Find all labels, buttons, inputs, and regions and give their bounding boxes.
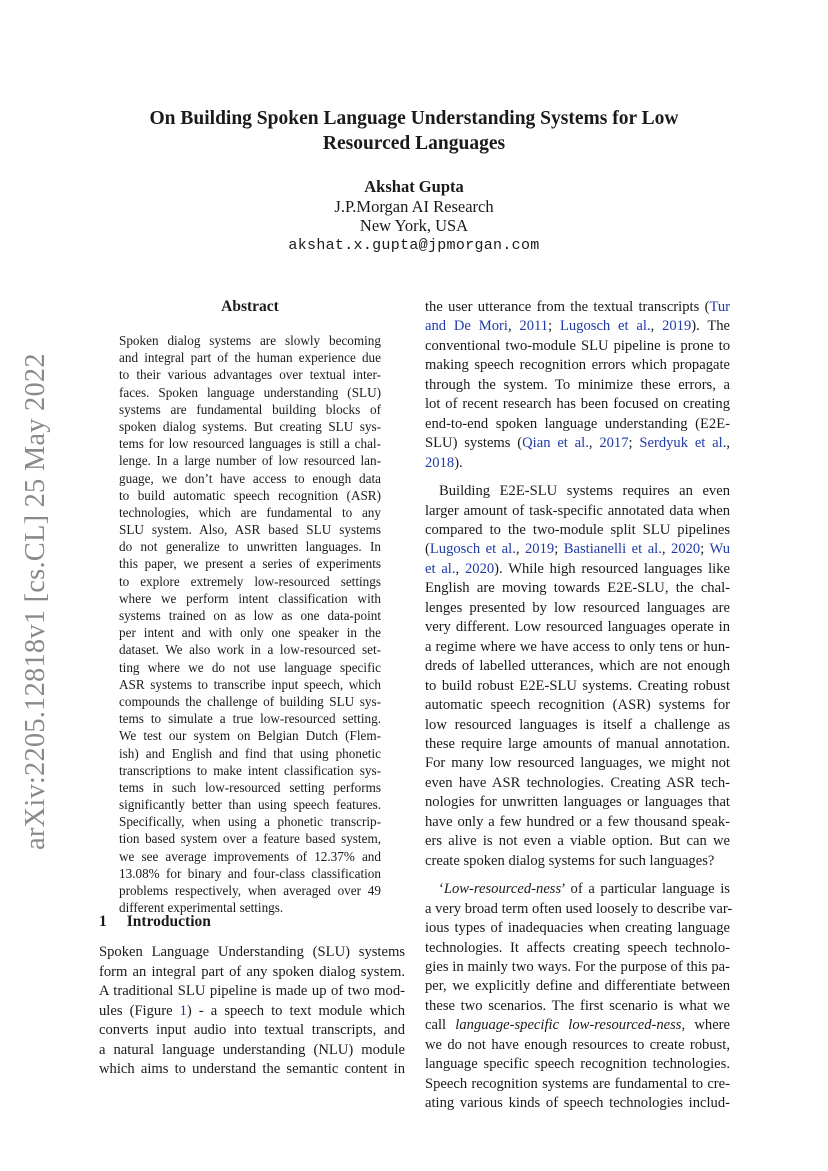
citation-link[interactable]: Qian et al.: [522, 435, 589, 452]
text-fragment: , where: [681, 1017, 731, 1034]
text-line: [425, 454, 730, 473]
citation-link[interactable]: 2019: [662, 318, 692, 335]
abstract-line: tion based system over a feature based system,: [119, 831, 381, 847]
text-line: these require large amounts of manual annotation.: [425, 735, 730, 752]
citation-link[interactable]: et al.: [425, 560, 456, 577]
section-heading-introduction: [99, 913, 211, 931]
citation-link[interactable]: Lugosch et al.: [429, 541, 516, 558]
text-line: Spoken Language Understanding (SLU) systems: [99, 944, 405, 960]
text-fragment: ).: [454, 454, 463, 471]
text-line: making speech recognition errors which propagate: [425, 357, 730, 374]
author-email[interactable]: akshat.x.gupta@jpmorgan.com: [288, 236, 540, 254]
text-line: compared to the two-module split SLU pipelines: [425, 521, 730, 538]
text-fragment: ;: [548, 318, 560, 335]
abstract-line: faces. Spoken language understanding (SLU): [119, 384, 381, 400]
intro-right-column: [425, 298, 733, 1114]
text-line: dreds of labelled utterances, which are not enough: [425, 658, 730, 675]
text-fragment: ,: [455, 560, 465, 577]
abstract-line: tems for low resourced languages is still a chal-: [119, 436, 381, 452]
text-line: ious types of inadequacies when creating language: [425, 920, 730, 937]
abstract-line: guage, we don’t have access to enough data: [119, 470, 381, 486]
text-line: low resourced languages is itself a challenge as: [425, 716, 730, 733]
abstract-line: systems are fundamental building blocks of: [119, 401, 381, 417]
abstract-line: to build automatic speech recognition (ASR): [119, 487, 381, 503]
section-title: Introduction: [126, 913, 211, 930]
figure-reference-link[interactable]: 1: [179, 1002, 187, 1019]
abstract-line: systems trained on as low as one data-point: [119, 608, 381, 623]
text-fragment: ) - a speech to text module which: [186, 1002, 405, 1019]
abstract-line: different experimental settings.: [119, 900, 284, 916]
emphasis-text: Low-resourced-ness: [443, 881, 562, 898]
abstract-line: this paper, we present a series of experiments: [119, 556, 381, 572]
citation-link[interactable]: Tur: [709, 299, 730, 315]
text-fragment: (: [425, 541, 430, 558]
abstract-line: tems to simulate a true low-resourced setting.: [119, 711, 381, 727]
text-line: ers alive is not even a viable option. But can we: [425, 833, 730, 850]
text-fragment: call: [425, 1017, 456, 1034]
arxiv-side-stamp: arXiv:2205.12818v1 [cs.CL] 25 May 2022: [20, 353, 51, 851]
abstract-line: problems respectively, when averaged over 49: [119, 883, 381, 898]
intro-left-column: [99, 943, 405, 1080]
abstract-body: [119, 332, 381, 916]
text-fragment: ,: [650, 318, 663, 335]
text-line: converts input audio into textual transcripts, and: [99, 1022, 405, 1038]
abstract-line: lenge. In a large number of low resourced lan-: [119, 453, 381, 469]
citation-link[interactable]: 2017: [599, 435, 629, 452]
author-affiliation: J.P.Morgan AI Research: [334, 196, 494, 216]
text-line: A traditional SLU pipeline is made up of two mod-: [99, 983, 405, 999]
abstract-line: we see average improvements of 12.37% and: [119, 848, 381, 864]
text-line: technologies. It affects creating speech technolo-: [425, 939, 730, 956]
text-line: form an integral part of any spoken dialog system.: [99, 963, 405, 980]
text-fragment: ules (Figure: [99, 1002, 180, 1019]
abstract-line: where we perform intent classification with: [119, 590, 381, 606]
abstract-line: We test our system on Belgian Dutch (Flem-: [119, 728, 381, 744]
emphasis-text: language-specific low-resourced-ness: [455, 1017, 682, 1034]
text-line: ating various kinds of speech technologies includ-: [425, 1095, 730, 1112]
abstract-line: ish) and English and find that using phonetic: [119, 745, 381, 761]
text-line: English are moving towards E2E-SLU, the chal-: [425, 580, 730, 597]
abstract-line: SLU system. Also, ASR based SLU systems: [119, 522, 381, 538]
text-line: [425, 317, 730, 336]
text-fragment: ;: [700, 541, 710, 558]
text-fragment: ’ of a particular language is: [561, 881, 730, 898]
abstract-line: to their various advantages over textual inter-: [119, 367, 381, 383]
paragraph: [425, 482, 730, 871]
text-fragment: ,: [726, 435, 731, 452]
text-line: through the system. To minimize these errors, a: [425, 376, 730, 393]
abstract-line: Spoken dialog systems are slowly becoming: [119, 333, 381, 348]
abstract-line: significantly better than using speech features.: [119, 797, 381, 813]
text-line: [425, 434, 730, 453]
text-fragment: ;: [554, 541, 564, 558]
citation-link[interactable]: 2011: [519, 318, 549, 335]
citation-link[interactable]: 2020: [671, 541, 701, 558]
abstract-line: dataset. We also work in a low-resourced set-: [119, 642, 381, 658]
abstract-line: compounds the challenge of building SLU sys-: [119, 693, 381, 709]
text-fragment: ,: [588, 435, 600, 452]
text-line: Speech recognition systems are fundamental to cre-: [425, 1075, 730, 1092]
text-fragment: the user utterance from the textual transcripts (: [425, 299, 710, 315]
abstract-line: and integral part of the human experience due: [119, 350, 381, 366]
author-name: Akshat Gupta: [364, 177, 464, 196]
abstract-line: ting where we do not use language specific: [119, 659, 381, 675]
text-line: a natural language understanding (NLU) module: [99, 1041, 405, 1058]
text-fragment: ). While high resourced languages like: [494, 560, 730, 577]
text-line: larger amount of task-specific annotated data when: [425, 502, 730, 519]
text-line: lot of recent research has been focused on creating: [425, 396, 730, 413]
paper-title: [120, 106, 708, 156]
text-line: [425, 298, 730, 317]
paper-title-line-1: On Building Spoken Language Understanding Systems for Low: [149, 108, 679, 129]
text-fragment: ‘: [439, 881, 444, 898]
abstract-line: tems in such low-resourced setting performs: [119, 779, 381, 795]
abstract-line: to explore extremely low-resourced settings: [119, 573, 381, 589]
citation-link[interactable]: Lugosch et al.: [559, 318, 651, 335]
text-line: [425, 560, 730, 579]
abstract-line: transcriptions to make intent classification sys-: [119, 762, 381, 778]
citation-link[interactable]: Wu: [709, 541, 731, 558]
text-line: [425, 540, 730, 559]
text-line: which aims to understand the semantic content in: [99, 1061, 405, 1077]
text-line: automatic speech recognition (ASR) systems for: [425, 697, 730, 714]
abstract-line: technologies, which are fundamental to any: [119, 504, 381, 520]
abstract-line: spoken dialog systems. But creating SLU sys-: [119, 418, 381, 434]
citation-link[interactable]: 2020: [464, 560, 495, 577]
text-line: [425, 880, 730, 899]
author-location: New York, USA: [359, 216, 469, 235]
text-line: even have ASR technologies. Creating ASR tech-: [425, 774, 730, 791]
abstract-line: per intent and with only one speaker in the: [119, 625, 381, 641]
citation-link[interactable]: Serdyuk et al.: [639, 435, 727, 452]
text-fragment: ). The: [691, 318, 731, 335]
abstract-line: 13.08% for binary and four-class classification: [119, 865, 381, 881]
paragraph: [425, 880, 733, 1113]
paper-title-line-2: Resourced Languages: [322, 133, 506, 154]
citation-link[interactable]: and De Mori: [425, 318, 508, 335]
text-fragment: ,: [507, 318, 520, 335]
text-line: very different. Low resourced languages operate in: [425, 619, 730, 636]
abstract-heading: Abstract: [221, 298, 279, 315]
text-line: For many low resourced languages, we might not: [425, 755, 730, 772]
text-line: Building E2E-SLU systems requires an even: [439, 483, 730, 500]
text-line: [425, 1016, 730, 1035]
citation-link[interactable]: Bastianelli et al.: [563, 541, 662, 558]
text-line: nologies for unwritten languages or languages that: [425, 794, 730, 811]
citation-link[interactable]: 2019: [525, 541, 555, 558]
abstract-line: ASR systems to transcribe input speech, which: [119, 676, 381, 692]
text-line: end-to-end spoken language understanding (E2E-: [425, 415, 730, 432]
text-line: a very broad term often used loosely to describe var-: [425, 900, 733, 917]
text-fragment: SLU) systems (: [425, 435, 523, 452]
text-fragment: ,: [515, 541, 525, 558]
text-line: we do not have enough resources to create robust,: [425, 1036, 730, 1053]
text-line: gies in mainly two ways. For the purpose of this pa-: [425, 958, 730, 975]
text-fragment: ,: [661, 541, 672, 558]
text-line: a regime where we have access to only tens or hun-: [425, 638, 730, 655]
text-fragment: ;: [628, 435, 640, 452]
abstract-line: Specifically, when using a phonetic transcrip-: [119, 814, 381, 830]
text-line: language specific speech recognition technologies.: [425, 1056, 730, 1073]
text-line: have only a few hundred or a few thousand speak-: [425, 813, 730, 830]
text-line: lenges presented by low resourced languages are: [425, 599, 730, 616]
citation-link[interactable]: 2018: [425, 454, 455, 471]
text-line: conventional two-module SLU pipeline is prone to: [425, 337, 730, 354]
text-line: these two scenarios. The first scenario is what we: [425, 997, 730, 1014]
text-line: per, we explicitly define and differentiate between: [425, 978, 730, 995]
section-number: 1: [99, 913, 107, 930]
text-line: create spoken dialog systems for such languages?: [425, 852, 715, 869]
abstract-line: do not generalize to unwritten languages. In: [119, 539, 381, 555]
text-line: [99, 1002, 405, 1022]
author-block: [214, 177, 614, 255]
text-line: to build robust E2E-SLU systems. Creating robust: [425, 677, 730, 694]
